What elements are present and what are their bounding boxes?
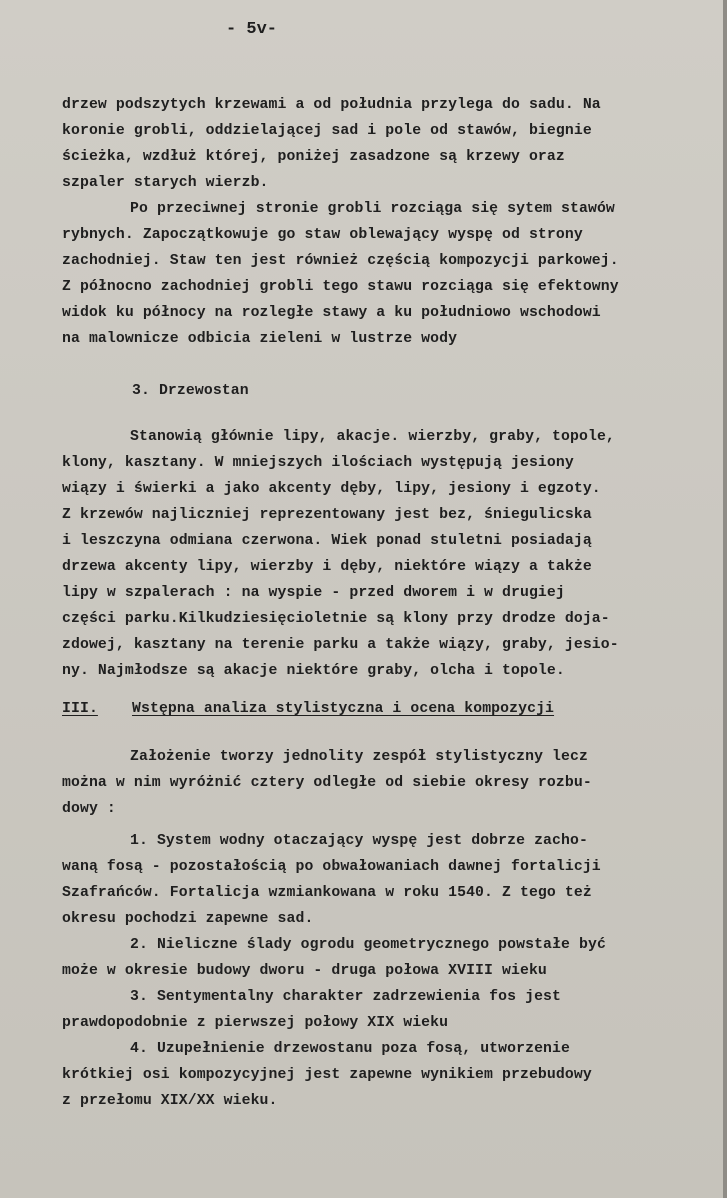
- text-line: szpaler starych wierzb.: [62, 175, 269, 191]
- paragraph-1: [62, 92, 718, 196]
- text-line: dowy :: [62, 801, 116, 817]
- paragraph-3: [62, 424, 718, 684]
- text-line: Z północno zachodniej grobli tego stawu rozciąga się efektowny: [62, 279, 619, 295]
- text-line: z przełomu XIX/XX wieku.: [62, 1093, 278, 1109]
- text-line: zachodniej. Staw ten jest również częścią kompozycji parkowej.: [62, 253, 619, 269]
- text-line: Stanowią głównie lipy, akacje. wierzby, graby, topole,: [130, 429, 615, 445]
- text-line: lipy w szpalerach : na wyspie - przed dworem i w drugiej: [62, 585, 565, 601]
- text-line: ścieżka, wzdłuż której, poniżej zasadzone są krzewy oraz: [62, 149, 565, 165]
- text-line: 1. System wodny otaczający wyspę jest dobrze zacho-: [130, 833, 588, 849]
- section-heading: [62, 696, 718, 722]
- text-line: widok ku północy na rozległe stawy a ku południowo wschodowi: [62, 305, 601, 321]
- list-item-3: [62, 984, 718, 1036]
- text-line: Szafrańców. Fortalicja wzmiankowana w roku 1540. Z tego też: [62, 885, 592, 901]
- text-line: może w okresie budowy dworu - druga połowa XVIII wieku: [62, 963, 547, 979]
- document-body: [62, 92, 718, 1114]
- list-item-1: [62, 828, 718, 932]
- text-line: klony, kasztany. W mniejszych ilościach występują jesiony: [62, 455, 574, 471]
- text-line: Z krzewów najliczniej reprezentowany jest bez, śniegulicska: [62, 507, 592, 523]
- list-item-4: [62, 1036, 718, 1114]
- text-line: 2. Nieliczne ślady ogrodu geometrycznego powstałe być: [130, 937, 606, 953]
- section-title: Wstępna analiza stylistyczna i ocena kompozycji: [132, 701, 555, 717]
- text-line: wiązy i świerki a jako akcenty dęby, lipy, jesiony i egzoty.: [62, 481, 601, 497]
- text-line: 4. Uzupełnienie drzewostanu poza fosą, utworzenie: [130, 1041, 570, 1057]
- text-line: części parku.Kilkudziesięcioletnie są klony przy drodze doja-: [62, 611, 610, 627]
- text-line: rybnych. Zapoczątkowuje go staw oblewający wyspę od strony: [62, 227, 583, 243]
- text-line: koronie grobli, oddzielającej sad i pole od stawów, biegnie: [62, 123, 592, 139]
- section-number: III.: [62, 701, 98, 717]
- list-item-2: [62, 932, 718, 984]
- text-line: ny. Najmłodsze są akacje niektóre graby, olcha i topole.: [62, 663, 565, 679]
- text-line: waną fosą - pozostałością po obwałowaniach dawnej fortalicji: [62, 859, 601, 875]
- paragraph-4: [62, 744, 718, 822]
- page-number: - 5v-: [226, 20, 278, 39]
- text-line: krótkiej osi kompozycyjnej jest zapewne wynikiem przebudowy: [62, 1067, 592, 1083]
- text-line: okresu pochodzi zapewne sad.: [62, 911, 314, 927]
- text-line: można w nim wyróżnić cztery odległe od siebie okresy rozbu-: [62, 775, 592, 791]
- text-line: i leszczyna odmiana czerwona. Wiek ponad stuletni posiadają: [62, 533, 592, 549]
- text-line: drzew podszytych krzewami a od południa przylega do sadu. Na: [62, 97, 601, 113]
- text-line: zdowej, kasztany na terenie parku a także wiązy, graby, jesio-: [62, 637, 619, 653]
- subsection-heading: 3. Drzewostan: [132, 383, 249, 399]
- text-line: na malownicze odbicia zieleni w lustrze wody: [62, 331, 458, 347]
- text-line: 3. Sentymentalny charakter zadrzewienia fos jest: [130, 989, 562, 1005]
- text-line: Założenie tworzy jednolity zespół stylistyczny lecz: [130, 749, 588, 765]
- paragraph-2: [62, 196, 718, 352]
- text-line: drzewa akcenty lipy, wierzby i dęby, niektóre wiązy a także: [62, 559, 592, 575]
- text-line: prawdopodobnie z pierwszej połowy XIX wieku: [62, 1015, 449, 1031]
- page-edge: [723, 0, 727, 1198]
- text-line: Po przeciwnej stronie grobli rozciąga się sytem stawów: [130, 201, 615, 217]
